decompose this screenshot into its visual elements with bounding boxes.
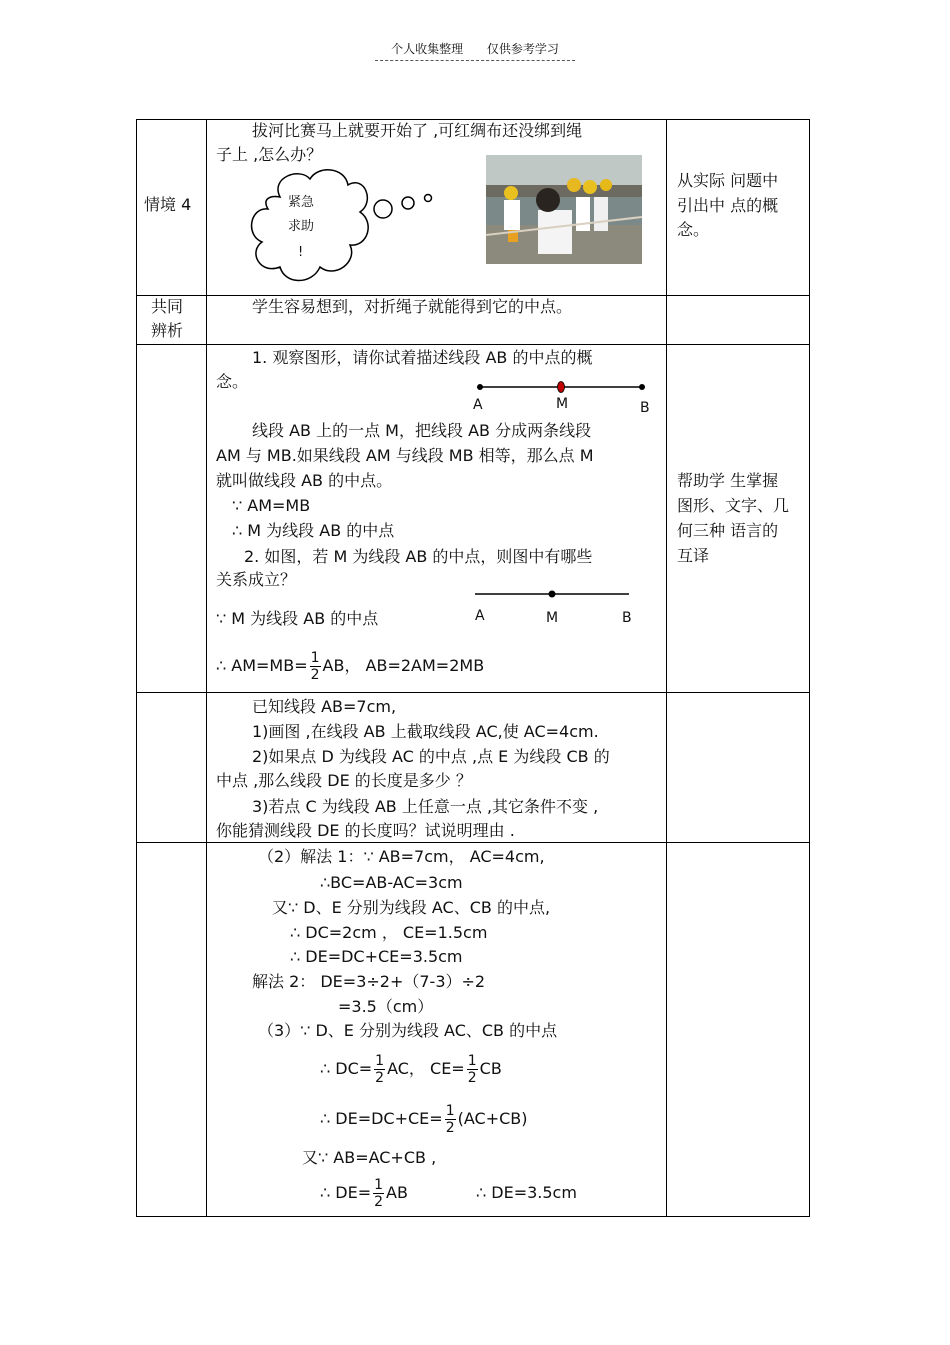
- fig2-label-m: M: [546, 610, 559, 626]
- fraction-half-2: $\frac{1}{2}$: [467, 1053, 477, 1086]
- definition-line3: 就叫做线段 AB 的中点。: [216, 471, 393, 490]
- q2-line1: 2. 如图，若 M 为线段 AB 的中点，则图中有哪些: [244, 547, 593, 566]
- row1-note-1: 从实际 问题中: [677, 171, 779, 190]
- exercise-line2: 1)画图 ,在线段 AB 上截取线段 AC,使 AC=4cm.: [252, 722, 599, 741]
- relation-part2: AB， AB=2AM=2MB: [322, 656, 485, 675]
- cloud-text-3: !: [298, 245, 304, 260]
- row3-note-3: 何三种 语言的: [677, 521, 779, 540]
- exercise-line4: 中点 ,那么线段 DE 的长度是多少 ？: [216, 771, 472, 790]
- row3-note-2: 图形、文字、几: [677, 496, 790, 515]
- relation-equation: [216, 646, 484, 686]
- solution-method2-result: =3.5（cm）: [338, 997, 434, 1016]
- solution-method2: 解法 2： DE=3÷2+（7-3）÷2: [252, 972, 486, 991]
- cloud-text-2: 求助: [288, 219, 315, 234]
- row1-note-3: 念。: [677, 220, 710, 239]
- segment-ab-figure-2: [473, 589, 633, 599]
- solution-line1: （2）解法 1：∵ AB=7cm， AC=4cm,: [258, 847, 545, 866]
- exercise-line1: 已知线段 AB=7cm,: [252, 697, 397, 716]
- page-header: [0, 40, 950, 61]
- row1-text-line1: 拔河比赛马上就要开始了 ,可红绸布还没绑到绳: [252, 121, 583, 140]
- definition-line2: AM 与 MB.如果线段 AM 与线段 MB 相等，那么点 M: [216, 446, 594, 465]
- solution-line5: ∴ DE=DC+CE=3.5cm: [290, 947, 463, 966]
- solution-line2: ∴BC=AB-AC=3cm: [320, 873, 463, 892]
- fig1-label-a: A: [473, 397, 483, 413]
- fig1-label-b: B: [640, 400, 650, 416]
- q1-line2: 念。: [216, 372, 249, 391]
- row1-label: 情境 4: [144, 195, 192, 214]
- de-final-equation: ∴ DE= $\frac{1}{2}$ AB: [320, 1177, 408, 1210]
- header-right: 仅供参考学习: [486, 42, 559, 56]
- header-left: 个人收集整理: [391, 42, 464, 56]
- fig1-label-m: M: [556, 396, 569, 412]
- row1-note-2: 引出中 点的概: [677, 196, 779, 215]
- thought-cloud-icon: [250, 167, 440, 297]
- cloud-text-1: 紧急: [288, 195, 315, 210]
- solution-part3: （3）∵ D、E 分别为线段 AC、CB 的中点: [258, 1021, 558, 1040]
- because-am-mb: ∵ AM=MB: [232, 496, 311, 515]
- row2-label-2: 辨析: [151, 321, 184, 340]
- exercise-line6: 你能猜测线段 DE 的长度吗？试说明理由 .: [216, 821, 515, 840]
- segment-ab-figure-1: [476, 382, 646, 392]
- row1-text-line2: 子上 ,怎么办？: [216, 145, 323, 164]
- row3-note-4: 互译: [677, 546, 710, 565]
- row2-label-1: 共同: [151, 297, 184, 316]
- dc-ce-equation: ∴ DC= $\frac{1}{2}$ AC， CE= $\frac{1}{2}$ CB: [320, 1053, 502, 1086]
- row3-note-1: 帮助学 生掌握: [677, 471, 779, 490]
- because-m-midpoint: ∵ M 为线段 AB 的中点: [216, 609, 379, 628]
- de-final-result: ∴ DE=3.5cm: [476, 1183, 577, 1202]
- fraction-half-3: $\frac{1}{2}$: [445, 1103, 455, 1136]
- therefore-m-midpoint: ∴ M 为线段 AB 的中点: [232, 521, 395, 540]
- exercise-line3: 2)如果点 D 为线段 AC 的中点 ,点 E 为线段 CB 的: [252, 747, 610, 766]
- relation-part1: ∴ AM=MB=: [216, 656, 308, 675]
- solution-line4: ∴ DC=2cm ， CE=1.5cm: [290, 923, 488, 942]
- q2-line2: 关系成立？: [216, 570, 297, 589]
- because-ab-sum: 又∵ AB=AC+CB ,: [302, 1148, 437, 1167]
- fraction-half-1: $\frac{1}{2}$: [375, 1053, 385, 1086]
- row2-text: 学生容易想到，对折绳子就能得到它的中点。: [252, 297, 573, 316]
- fraction-half-4: $\frac{1}{2}$: [374, 1177, 384, 1210]
- fig2-label-a: A: [475, 608, 485, 624]
- definition-line1: 线段 AB 上的一点 M，把线段 AB 分成两条线段: [252, 421, 592, 440]
- de-sum-equation: ∴ DE=DC+CE= $\frac{1}{2}$ (AC+CB): [320, 1103, 528, 1136]
- exercise-line5: 3)若点 C 为线段 AB 上任意一点 ,其它条件不变 ,: [252, 797, 599, 816]
- fig2-label-b: B: [622, 610, 632, 626]
- solution-line3: 又∵ D、E 分别为线段 AC、CB 的中点,: [272, 898, 551, 917]
- fraction-one-half: $\frac{1}{2}$: [310, 650, 320, 683]
- q1-line1: 1. 观察图形，请你试着描述线段 AB 的中点的概: [252, 348, 593, 367]
- tug-of-war-photo: [486, 155, 642, 264]
